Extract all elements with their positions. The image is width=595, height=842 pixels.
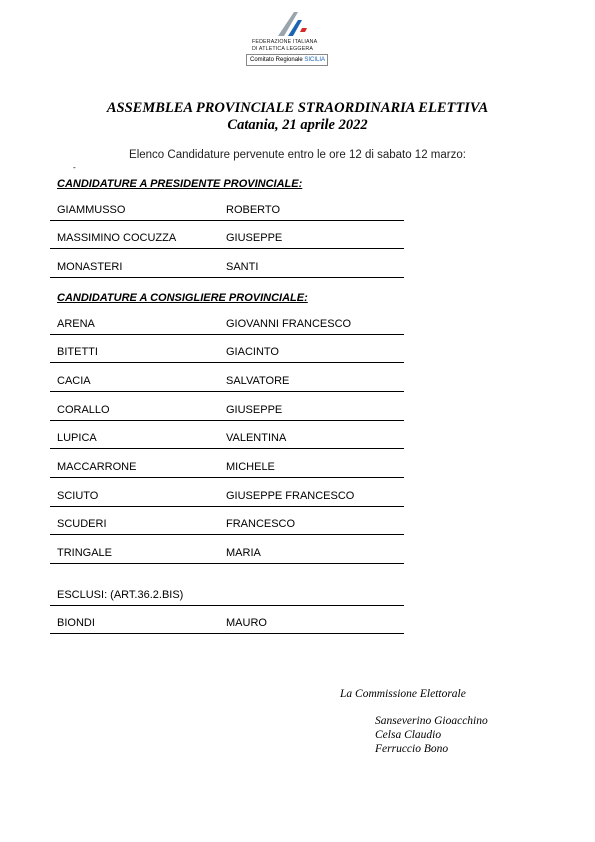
candidate-name: FRANCESCO bbox=[226, 518, 296, 530]
candidate-row bbox=[50, 518, 404, 535]
candidate-surname: ARENA bbox=[57, 318, 95, 330]
candidate-name: GIOVANNI FRANCESCO bbox=[226, 318, 352, 330]
candidate-name: SALVATORE bbox=[226, 375, 290, 387]
fidal-logo-mark bbox=[272, 8, 312, 38]
candidate-surname: LUPICA bbox=[57, 432, 97, 444]
logo-region-name: SICILIA bbox=[304, 57, 326, 63]
excluded-heading-row bbox=[50, 589, 404, 606]
candidate-name: ROBERTO bbox=[226, 204, 280, 216]
candidate-name: VALENTINA bbox=[226, 432, 287, 444]
candidate-name: MICHELE bbox=[226, 461, 275, 473]
logo-regional-label bbox=[250, 57, 325, 63]
candidate-name: MAURO bbox=[226, 617, 267, 629]
candidate-name: GIUSEPPE bbox=[226, 404, 283, 416]
candidate-row bbox=[50, 461, 404, 478]
logo-text-line2: DI ATLETICA LEGGERA bbox=[252, 46, 314, 52]
document-subtitle: Catania, 21 aprile 2022 bbox=[227, 117, 368, 133]
intro-text: Elenco Candidature pervenute entro le ore 12 di sabato 12 marzo: bbox=[129, 149, 466, 161]
document-title: ASSEMBLEA PROVINCIALE STRAORDINARIA ELETTIVA bbox=[106, 100, 489, 116]
candidate-surname: SCIUTO bbox=[57, 490, 99, 502]
candidate-surname: SCUDERI bbox=[57, 518, 107, 530]
candidate-row bbox=[50, 432, 404, 449]
candidate-row bbox=[50, 490, 404, 507]
candidate-row bbox=[50, 204, 404, 221]
candidate-surname: BITETTI bbox=[57, 346, 98, 358]
candidate-row bbox=[50, 232, 404, 249]
candidate-row bbox=[50, 617, 404, 634]
commission-member: Celsa Claudio bbox=[375, 729, 442, 741]
candidate-surname: MASSIMINO COCUZZA bbox=[57, 232, 177, 244]
candidate-name: GIUSEPPE FRANCESCO bbox=[226, 490, 355, 502]
stray-mark: - bbox=[73, 163, 76, 172]
candidate-row bbox=[50, 375, 404, 392]
candidate-surname: TRINGALE bbox=[57, 547, 113, 559]
candidate-name: SANTI bbox=[226, 261, 259, 273]
candidate-name: GIACINTO bbox=[226, 346, 279, 358]
candidate-name: GIUSEPPE bbox=[226, 232, 283, 244]
section-heading-consigliere: CANDIDATURE A CONSIGLIERE PROVINCIALE: bbox=[57, 292, 308, 304]
logo-regional-box bbox=[246, 54, 328, 66]
candidate-surname: MONASTERI bbox=[57, 261, 123, 273]
candidate-name: MARIA bbox=[226, 547, 261, 559]
candidate-row bbox=[50, 404, 404, 421]
section-heading-presidente: CANDIDATURE A PRESIDENTE PROVINCIALE: bbox=[57, 178, 303, 190]
commission-member: Sanseverino Gioacchino bbox=[375, 715, 488, 727]
commission-label: La Commissione Elettorale bbox=[340, 688, 466, 700]
candidate-row bbox=[50, 346, 404, 363]
candidate-surname: CACIA bbox=[57, 375, 91, 387]
candidate-surname: GIAMMUSSO bbox=[57, 204, 126, 216]
candidate-surname: CORALLO bbox=[57, 404, 110, 416]
logo-regional-text: Comitato Regionale bbox=[250, 57, 303, 63]
commission-member: Ferruccio Bono bbox=[375, 743, 449, 755]
candidate-surname: MACCARRONE bbox=[57, 461, 137, 473]
logo-text-line1: FEDERAZIONE ITALIANA bbox=[252, 39, 318, 45]
candidate-row bbox=[50, 261, 404, 278]
candidate-surname: BIONDI bbox=[57, 617, 95, 629]
excluded-heading: ESCLUSI: (ART.36.2.BIS) bbox=[57, 589, 184, 601]
candidate-row bbox=[50, 547, 404, 564]
candidate-row bbox=[50, 318, 404, 335]
fidal-logo bbox=[246, 8, 336, 70]
